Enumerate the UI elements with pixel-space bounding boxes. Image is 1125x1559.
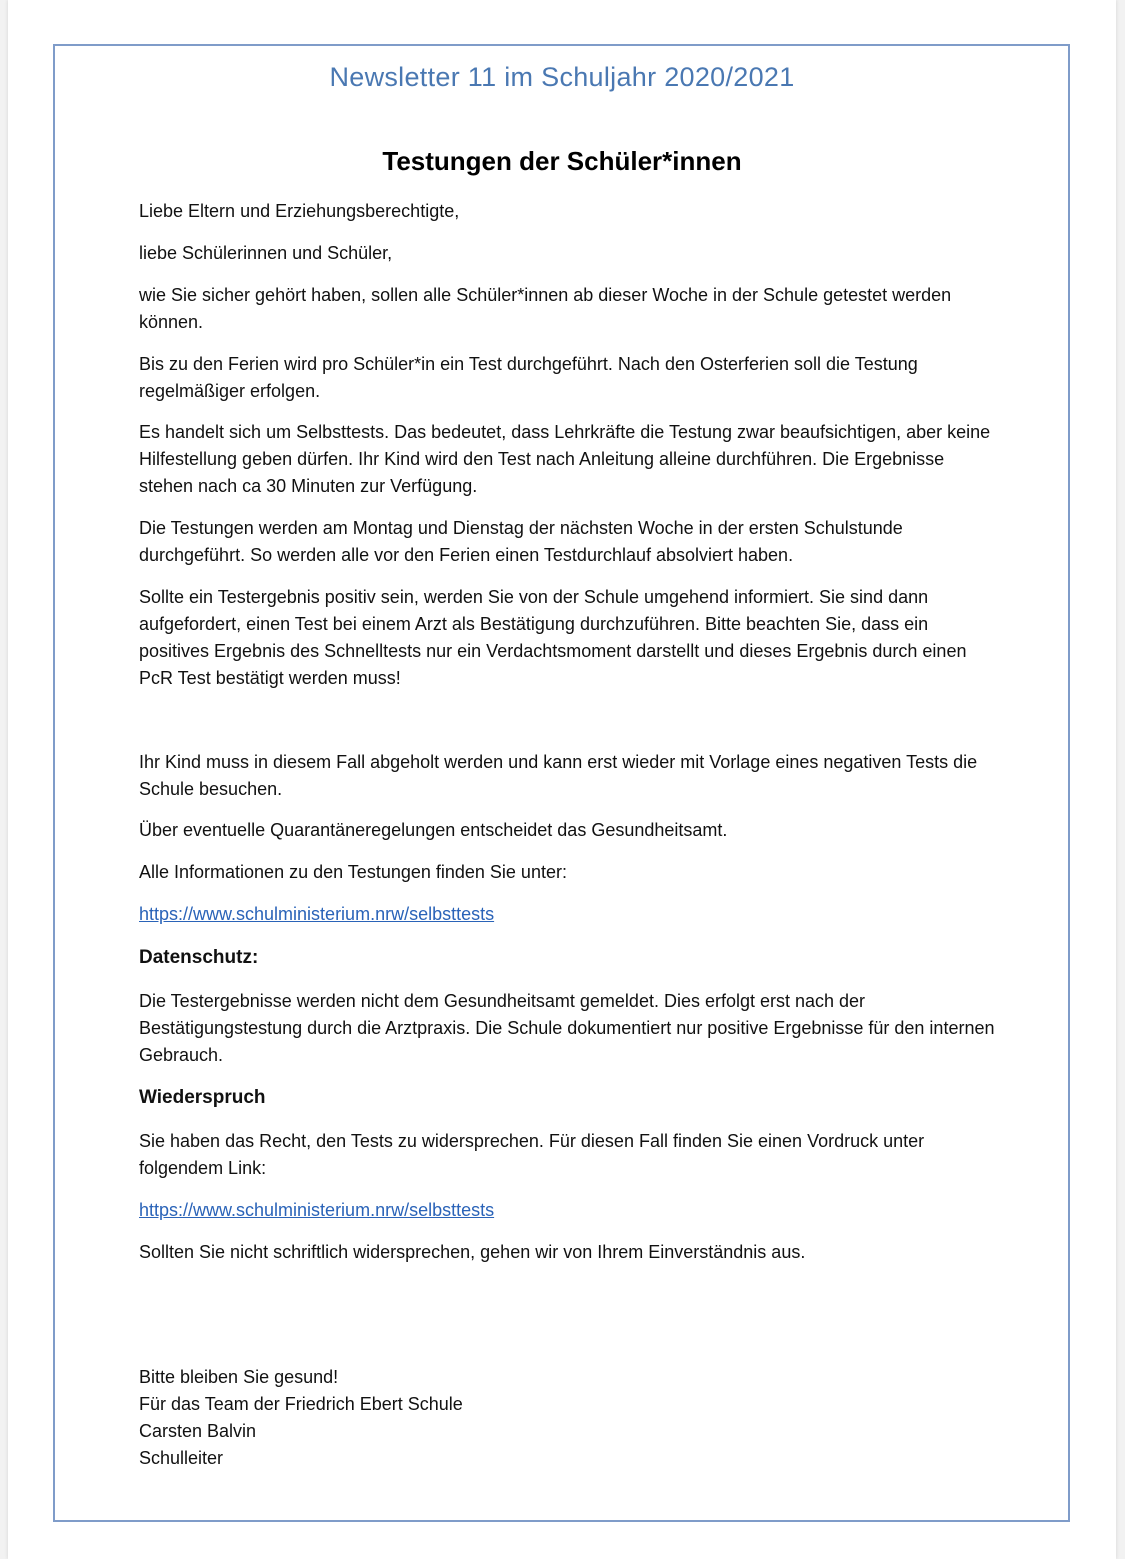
document-page (8, 0, 1116, 1559)
widerspruch-heading: Wiederspruch (139, 1087, 266, 1108)
closing-line-4: Schulleiter (139, 1448, 224, 1468)
paragraph-1: wie Sie sicher gehört haben, sollen alle Schüler*innen ab dieser Woche in der Schule getestet werden können. (139, 285, 952, 332)
paragraph-7: Über eventuelle Quarantäneregelungen entscheidet das Gesundheitsamt. (139, 820, 728, 840)
datenschutz-heading: Datenschutz: (139, 947, 259, 968)
document-heading: Testungen der Schüler*innen (382, 146, 742, 176)
paragraph-2: Bis zu den Ferien wird pro Schüler*in ein Test durchgeführt. Nach den Osterferien soll die Testung regelmäßiger erfolgen. (139, 354, 918, 401)
paragraph-3: Es handelt sich um Selbsttests. Das bedeutet, dass Lehrkräfte die Testung zwar beaufsichtigen, aber keine Hilfestellung geben dürfen. Ihr Kind wird den Test nach Anleitung alleine durchführen. Die Ergebnisse stehen nach ca 30 Minuten zur Verfügung. (139, 422, 991, 496)
paragraph-8: Alle Informationen zu den Testungen finden Sie unter: (139, 862, 567, 882)
widerspruch-note: Sollten Sie nicht schriftlich widersprechen, gehen wir von Ihrem Einverständnis aus. (139, 1242, 806, 1262)
closing-line-2: Für das Team der Friedrich Ebert Schule (139, 1394, 463, 1414)
greeting-1: Liebe Eltern und Erziehungsberechtigte, (139, 201, 460, 221)
closing-line-3: Carsten Balvin (139, 1421, 257, 1441)
selbsttests-link-2[interactable]: https://www.schulministerium.nrw/selbsttests (139, 1200, 495, 1220)
widerspruch-text: Sie haben das Recht, den Tests zu widersprechen. Für diesen Fall finden Sie einen Vordruck unter folgendem Link: (139, 1131, 925, 1178)
paragraph-4: Die Testungen werden am Montag und Dienstag der nächsten Woche in der ersten Schulstunde durchgeführt. So werden alle vor den Ferien einen Testdurchlauf absolviert haben. (139, 518, 903, 565)
datenschutz-text: Die Testergebnisse werden nicht dem Gesundheitsamt gemeldet. Dies erfolgt erst nach der Bestätigungstestung durch die Arztpraxis. Die Schule dokumentiert nur positive Ergebnisse für den internen Gebrauch. (139, 991, 995, 1065)
paragraph-5: Sollte ein Testergebnis positiv sein, werden Sie von der Schule umgehend informiert. Sie sind dann aufgefordert, einen Test bei einem Arzt als Bestätigung durchzuführen. Bitte beachten Sie, dass ein positives Ergebnis des Schnelltests nur ein Verdachtsmoment darstellt und dieses Ergebnis durch einen PcR Test bestätigt werden muss! (139, 587, 967, 688)
closing-line-1: Bitte bleiben Sie gesund! (139, 1367, 339, 1387)
newsletter-title: Newsletter 11 im Schuljahr 2020/2021 (329, 62, 795, 92)
greeting-2: liebe Schülerinnen und Schüler, (139, 243, 393, 263)
paragraph-6: Ihr Kind muss in diesem Fall abgeholt werden und kann erst wieder mit Vorlage eines negativen Tests die Schule besuchen. (139, 752, 978, 799)
selbsttests-link-1[interactable]: https://www.schulministerium.nrw/selbsttests (139, 904, 495, 924)
